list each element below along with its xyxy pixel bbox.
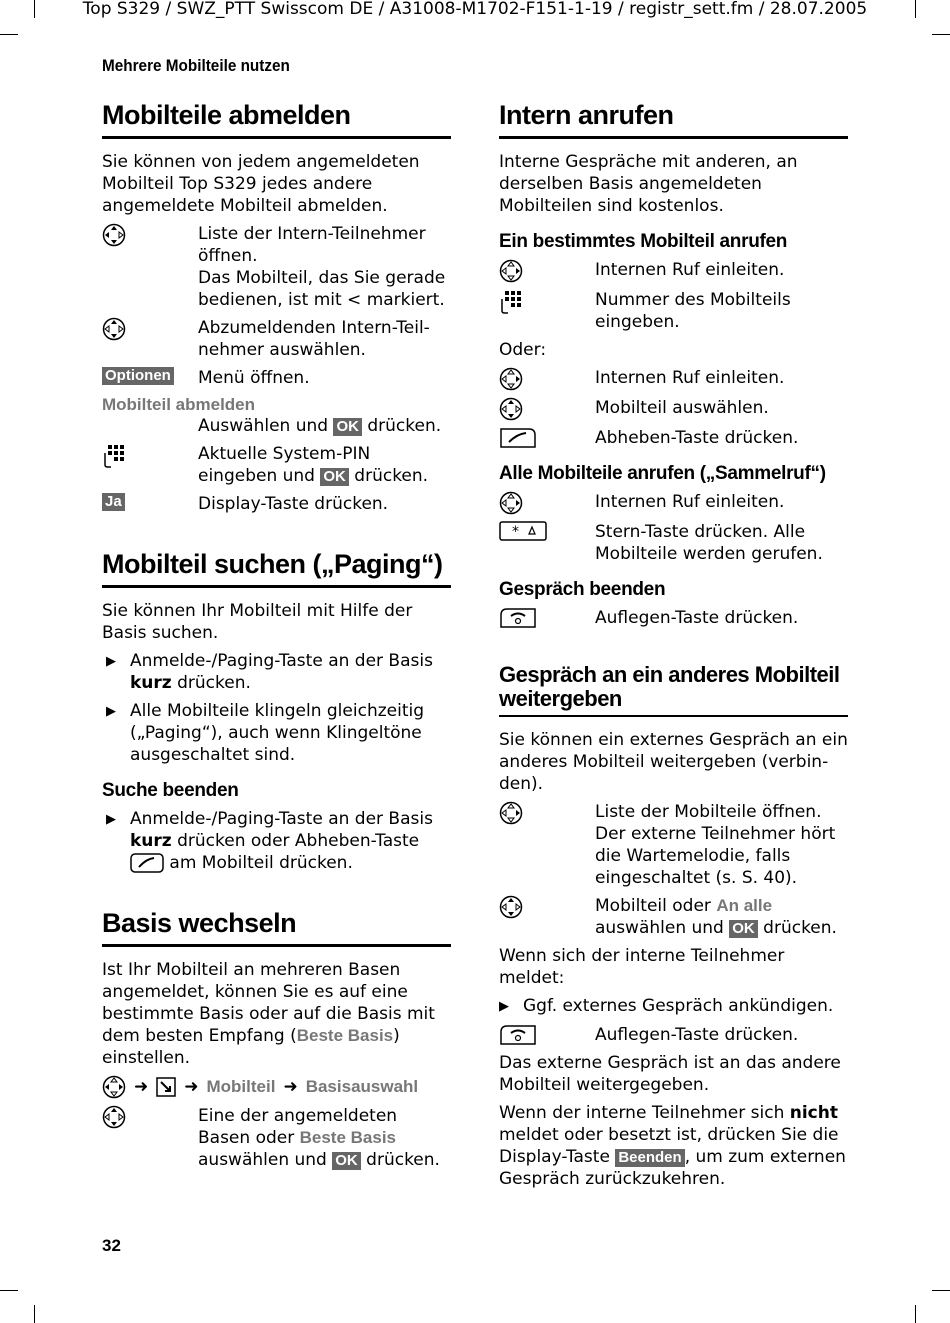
step-row — [102, 367, 451, 389]
control-key-updown-icon — [102, 1105, 126, 1129]
menu-path — [102, 1075, 451, 1099]
control-key-icon — [499, 259, 523, 283]
bullet-arrow-icon: ▶ — [106, 704, 116, 719]
subheading-gespraech-beenden: Gespräch beenden — [499, 579, 666, 600]
bullet-arrow-icon: ▶ — [106, 654, 116, 669]
section-title-paging: Mobilteil suchen („Paging“) — [102, 545, 451, 588]
step-row — [499, 491, 848, 515]
control-key-icon — [102, 1075, 126, 1099]
bullet-item: ▶ Anmelde-/Paging-Taste an der Basis kurz drücken. — [102, 650, 451, 694]
control-key-icon — [102, 223, 126, 247]
intro-text: Sie können Ihr Mobilteil mit Hilfe der Basis suchen. — [102, 601, 413, 643]
step-text: Display-Taste drücken. — [198, 494, 389, 514]
menu-mobilteil: Mobilteil — [206, 1077, 276, 1096]
talk-key-icon — [499, 427, 537, 449]
step-row: Eine der angemeldeten Basen oder Beste Basis auswählen und OK drücken. — [102, 1105, 451, 1171]
step-text: Internen Ruf einleiten. — [595, 260, 785, 280]
body-text: Wenn der interne Teilnehmer sich nicht meldet oder besetzt ist, drücken Sie die Display-Taste Beenden , um zum externen Gespräch zurückzukehren. — [499, 1103, 846, 1189]
right-column — [499, 96, 848, 1196]
crop-mark — [0, 34, 18, 35]
step-text: Auflegen-Taste drücken. — [595, 608, 799, 628]
crop-mark — [932, 34, 950, 35]
menu-basisauswahl: Basisauswahl — [305, 1077, 419, 1096]
arrow-right-icon: ➜ — [283, 1077, 298, 1097]
step-row — [499, 367, 848, 391]
menu-item-label: Mobilteil abmelden — [102, 395, 256, 414]
section-title-intern-anrufen: Intern anrufen — [499, 96, 848, 139]
step-row: Liste der Mobilteile öffnen. Der externe Teilnehmer hört die Wartemelodie, falls eingeschaltet (s. S. 40). — [499, 801, 848, 889]
control-key-icon — [499, 491, 523, 515]
step-row — [499, 397, 848, 421]
subheading-sammelruf: Alle Mobilteile anrufen („Sammelruf“) — [499, 463, 826, 484]
crop-mark — [34, 1305, 35, 1323]
step-row — [102, 317, 451, 361]
star-key-icon — [499, 521, 547, 541]
ok-key: OK — [333, 418, 362, 436]
section-title-weitergeben: Gespräch an ein anderes Mobilteil weitergeben — [499, 659, 848, 717]
intro-text: Sie können ein externes Gespräch an ein anderes Mobilteil weitergeben (verbinden). — [499, 730, 848, 794]
bullet-item: ▶ Ggf. externes Gespräch ankündigen. — [495, 995, 848, 1018]
end-call-key-icon — [499, 1024, 537, 1046]
keypad-icon — [499, 289, 525, 315]
step-text: Nummer des Mobilteils eingeben. — [595, 290, 791, 332]
ok-key: OK — [332, 1152, 361, 1170]
settings-icon — [156, 1077, 176, 1097]
ja-key: Ja — [102, 493, 125, 511]
step-row — [499, 1024, 848, 1046]
body-text: Wenn sich der interne Teilnehmer meldet: — [499, 946, 785, 988]
arrow-right-icon: ➜ — [134, 1077, 149, 1097]
svg-text:*: * — [512, 524, 519, 540]
bullet-arrow-icon: ▶ — [106, 812, 116, 827]
step-text: Auflegen-Taste drücken. — [595, 1025, 799, 1045]
control-key-icon — [499, 367, 523, 391]
talk-key-icon — [130, 853, 164, 873]
page-number: 32 — [102, 1236, 121, 1255]
step-text: Stern-Taste drücken. Alle Mobilteile werden gerufen. — [595, 522, 823, 564]
crop-mark — [932, 1290, 950, 1291]
oder-label: Oder: — [499, 340, 547, 360]
ok-key: OK — [320, 468, 349, 486]
section-title-mobilteile-abmelden: Mobilteile abmelden — [102, 96, 451, 139]
arrow-right-icon: ➜ — [184, 1077, 199, 1097]
section-title-basis-wechseln: Basis wechseln — [102, 904, 451, 947]
step-row — [499, 289, 848, 333]
step-row: Aktuelle System-PIN eingeben und OK drücken. — [102, 443, 451, 487]
control-key-updown-icon — [499, 801, 523, 825]
bullet-item: ▶ Alle Mobilteile klingeln gleichzeitig („Paging“), auch wenn Klingeltöne ausgeschaltet sind. — [102, 700, 451, 766]
step-text: Liste der Intern-Teilnehmer öffnen. — [198, 224, 426, 266]
step-row — [102, 493, 451, 515]
step-row — [499, 607, 848, 629]
step-text: Internen Ruf einleiten. — [595, 368, 785, 388]
step-text: Das Mobilteil, das Sie gerade bedienen, ist mit < markiert. — [198, 268, 446, 310]
bullet-item: ▶ Anmelde-/Paging-Taste an der Basis kurz drücken oder Abheben-Taste am Mobilteil drücken. — [102, 808, 451, 874]
intro-text: Interne Gespräche mit anderen, an derselben Basis angemeldeten Mobilteilen sind kostenlos. — [499, 152, 798, 216]
running-head: Mehrere Mobilteile nutzen — [102, 56, 290, 75]
bullet-arrow-icon: ▶ — [499, 999, 509, 1014]
step-row — [499, 521, 848, 565]
subheading-bestimmtes-mobilteil: Ein bestimmtes Mobilteil anrufen — [499, 231, 788, 252]
optionen-key: Optionen — [102, 367, 174, 385]
beenden-key: Beenden — [615, 1149, 684, 1167]
step-row — [499, 427, 848, 449]
intro-text: Sie können von jedem angemeldeten Mobilteil Top S329 jedes andere angemeldete Mobilteil abmelden. — [102, 152, 420, 216]
crop-mark — [915, 1305, 916, 1323]
end-call-key-icon — [499, 607, 537, 629]
ok-key: OK — [729, 920, 758, 938]
crop-mark — [0, 1290, 18, 1291]
step-text: Aktuelle System-PIN eingeben und — [198, 444, 371, 486]
step-text: Menü öffnen. — [198, 368, 310, 388]
step-text: Internen Ruf einleiten. — [595, 492, 785, 512]
subheading-suche-beenden: Suche beenden — [102, 780, 239, 801]
step-text: Abheben-Taste drücken. — [595, 428, 799, 448]
left-column — [102, 96, 451, 1177]
step-row — [499, 259, 848, 283]
control-key-updown-icon — [102, 317, 126, 341]
control-key-updown-icon — [499, 397, 523, 421]
file-header: Top S329 / SWZ_PTT Swisscom DE / A31008-M1702-F151-1-19 / registr_sett.fm / 28.07.2005 — [82, 0, 868, 19]
step-row — [102, 223, 451, 311]
step-text: Abzumeldenden Intern-Teilnehmer auswählen. — [198, 318, 430, 360]
intro-text: Ist Ihr Mobilteil an mehreren Basen angemeldet, können Sie es auf eine bestimmte Basis oder auf die Basis mit dem besten Empfang (Beste Basis) einstellen. — [102, 960, 435, 1068]
step-text: Mobilteil auswählen. — [595, 398, 769, 418]
keypad-icon — [102, 443, 128, 469]
step-row: Mobilteil oder An alle auswählen und OK drücken. — [499, 895, 848, 939]
step-text: Auswählen und OK drücken. — [198, 416, 442, 436]
body-text: Das externe Gespräch ist an das andere Mobilteil weitergegeben. — [499, 1053, 841, 1095]
control-key-updown-icon — [499, 895, 523, 919]
